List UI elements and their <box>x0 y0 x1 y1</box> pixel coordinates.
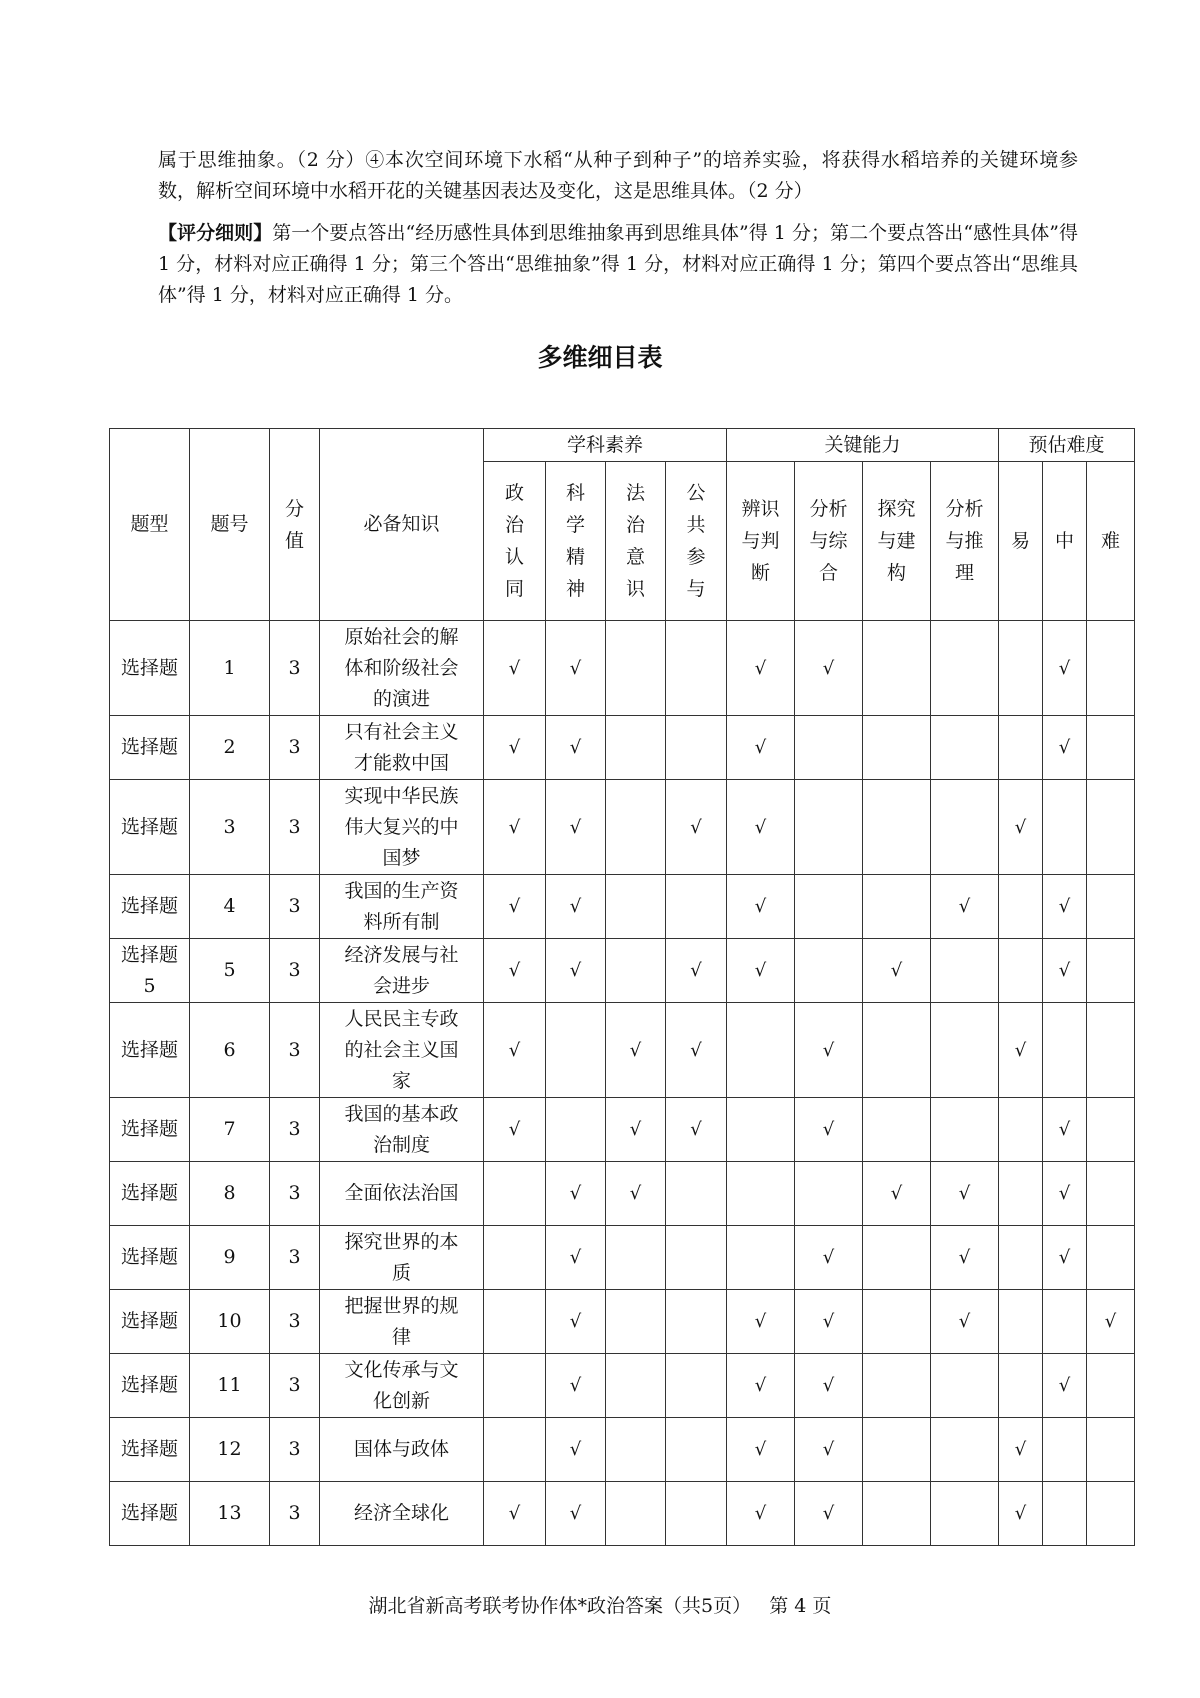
check-mark-icon: √ <box>569 1503 582 1524</box>
cell-mark <box>931 780 999 875</box>
table-row <box>110 875 1135 939</box>
cell-mark <box>546 939 606 1003</box>
cell-mark <box>795 1003 863 1098</box>
cell-type: 选择题 <box>110 1226 190 1290</box>
check-mark-icon: √ <box>822 657 835 679</box>
check-mark-icon: √ <box>508 657 521 679</box>
table-body <box>110 621 1135 1546</box>
cell-mark <box>727 1003 795 1098</box>
cell-mark <box>546 1482 606 1546</box>
cell-type: 选择题 <box>110 1418 190 1482</box>
cell-knowledge: 只有社会主义才能救中国 <box>320 716 484 780</box>
cell-mark <box>863 1098 931 1162</box>
table-row <box>110 1226 1135 1290</box>
check-mark-icon: √ <box>1058 1183 1071 1204</box>
cell-mark <box>1087 1003 1135 1098</box>
check-mark-icon: √ <box>1058 960 1071 981</box>
check-mark-icon: √ <box>569 1439 582 1460</box>
cell-mark <box>606 1290 666 1354</box>
table-row <box>110 716 1135 780</box>
cell-score: 3 <box>270 1418 320 1482</box>
cell-mark <box>795 1354 863 1418</box>
cell-mark <box>546 1226 606 1290</box>
cell-mark <box>863 621 931 716</box>
cell-mark <box>546 1098 606 1162</box>
check-mark-icon: √ <box>754 657 767 679</box>
cell-mark <box>999 621 1043 716</box>
check-mark-icon: √ <box>754 1439 767 1460</box>
check-mark-icon: √ <box>1058 1375 1071 1396</box>
cell-mark <box>727 716 795 780</box>
cell-mark <box>863 1482 931 1546</box>
cell-mark <box>727 1098 795 1162</box>
cell-mark <box>795 1418 863 1482</box>
header-number: 题号 <box>190 429 270 621</box>
cell-mark <box>931 716 999 780</box>
cell-mark <box>484 1226 546 1290</box>
check-mark-icon: √ <box>569 657 582 679</box>
page-footer <box>0 1591 1200 1618</box>
cell-mark <box>484 780 546 875</box>
cell-knowledge: 经济全球化 <box>320 1482 484 1546</box>
cell-type: 选择题 <box>110 1003 190 1098</box>
check-mark-icon: √ <box>890 1183 903 1204</box>
cell-mark <box>795 1482 863 1546</box>
cell-mark <box>931 1418 999 1482</box>
cell-mark <box>484 1354 546 1418</box>
header-group-ability: 关键能力 <box>727 429 999 462</box>
check-mark-icon: √ <box>890 960 903 981</box>
cell-knowledge: 全面依法治国 <box>320 1162 484 1226</box>
table-row <box>110 1162 1135 1226</box>
cell-number: 13 <box>190 1482 270 1546</box>
cell-knowledge: 原始社会的解体和阶级社会的演进 <box>320 621 484 716</box>
cell-score: 3 <box>270 1003 320 1098</box>
header-difficulty: 难 <box>1087 462 1135 621</box>
cell-mark <box>666 1162 727 1226</box>
cell-mark <box>727 1418 795 1482</box>
cell-mark <box>999 1290 1043 1354</box>
cell-mark <box>546 621 606 716</box>
cell-score: 3 <box>270 1162 320 1226</box>
check-mark-icon: √ <box>690 1039 702 1061</box>
detail-table <box>109 428 1135 1546</box>
cell-mark <box>863 716 931 780</box>
check-mark-icon: √ <box>508 896 521 917</box>
intro-paragraph: 属于思维抽象。（2 分）④本次空间环境下水稻“从种子到种子”的培养实验，将获得水稻培养的关键环境参数，解析空间环境中水稻开花的关键基因表达及变化，这是思维具体。（2 分） <box>158 149 1078 202</box>
cell-type: 选择题 <box>110 1162 190 1226</box>
cell-mark <box>727 780 795 875</box>
check-mark-icon: √ <box>508 1503 521 1524</box>
cell-mark <box>484 1162 546 1226</box>
check-mark-icon: √ <box>754 896 767 917</box>
check-mark-icon: √ <box>1058 896 1071 917</box>
cell-mark <box>666 1482 727 1546</box>
cell-number: 7 <box>190 1098 270 1162</box>
check-mark-icon: √ <box>822 1439 835 1460</box>
cell-type: 选择题 <box>110 875 190 939</box>
cell-mark <box>1087 1482 1135 1546</box>
cell-mark <box>863 780 931 875</box>
cell-mark <box>1043 939 1087 1003</box>
check-mark-icon: √ <box>754 816 767 838</box>
header-score: 分值 <box>270 429 320 621</box>
cell-mark <box>606 1482 666 1546</box>
cell-mark <box>999 1098 1043 1162</box>
cell-mark <box>1087 780 1135 875</box>
table-row <box>110 1098 1135 1162</box>
cell-type: 选择题 <box>110 1354 190 1418</box>
check-mark-icon: √ <box>1058 657 1071 679</box>
cell-mark <box>546 875 606 939</box>
cell-mark <box>931 1098 999 1162</box>
check-mark-icon: √ <box>958 1183 971 1204</box>
cell-mark <box>999 1003 1043 1098</box>
footer-page: 第 4 页 <box>769 1595 832 1617</box>
cell-mark <box>931 1482 999 1546</box>
header-ability: 分析与推理 <box>931 462 999 621</box>
cell-mark <box>1087 621 1135 716</box>
cell-mark <box>606 780 666 875</box>
header-literacy: 公共参与 <box>666 462 727 621</box>
check-mark-icon: √ <box>822 1039 835 1061</box>
table-row <box>110 1290 1135 1354</box>
header-type: 题型 <box>110 429 190 621</box>
cell-mark <box>795 1290 863 1354</box>
cell-mark <box>795 875 863 939</box>
cell-mark <box>606 939 666 1003</box>
cell-mark <box>1043 621 1087 716</box>
check-mark-icon: √ <box>1014 1503 1027 1524</box>
header-literacy: 法治意识 <box>606 462 666 621</box>
check-mark-icon: √ <box>1058 1247 1071 1268</box>
header-difficulty: 易 <box>999 462 1043 621</box>
footer-text: 湖北省新高考联考协作体*政治答案（共5页） <box>368 1595 752 1617</box>
check-mark-icon: √ <box>754 1311 767 1332</box>
cell-mark <box>727 1162 795 1226</box>
header-ability: 探究与建构 <box>863 462 931 621</box>
check-mark-icon: √ <box>508 816 521 838</box>
cell-number: 10 <box>190 1290 270 1354</box>
cell-mark <box>606 1162 666 1226</box>
cell-mark <box>666 939 727 1003</box>
cell-mark <box>546 1003 606 1098</box>
cell-mark <box>999 716 1043 780</box>
table-row <box>110 1354 1135 1418</box>
cell-mark <box>1087 1290 1135 1354</box>
cell-mark <box>795 1098 863 1162</box>
check-mark-icon: √ <box>754 737 767 758</box>
cell-mark <box>863 875 931 939</box>
cell-mark <box>1087 1162 1135 1226</box>
cell-mark <box>546 1162 606 1226</box>
cell-mark <box>863 1418 931 1482</box>
cell-mark <box>795 621 863 716</box>
cell-mark <box>863 939 931 1003</box>
table-row <box>110 1482 1135 1546</box>
check-mark-icon: √ <box>569 1375 582 1396</box>
cell-score: 3 <box>270 1482 320 1546</box>
cell-mark <box>1087 1226 1135 1290</box>
cell-mark <box>606 716 666 780</box>
cell-knowledge: 实现中华民族伟大复兴的中国梦 <box>320 780 484 875</box>
cell-type: 选择题 <box>110 1482 190 1546</box>
cell-mark <box>484 716 546 780</box>
header-knowledge: 必备知识 <box>320 429 484 621</box>
cell-mark <box>484 875 546 939</box>
cell-knowledge: 经济发展与社会进步 <box>320 939 484 1003</box>
cell-mark <box>999 1482 1043 1546</box>
cell-knowledge: 国体与政体 <box>320 1418 484 1482</box>
check-mark-icon: √ <box>958 1247 971 1268</box>
cell-mark <box>931 1290 999 1354</box>
check-mark-icon: √ <box>958 1311 971 1332</box>
cell-number: 12 <box>190 1418 270 1482</box>
cell-score: 3 <box>270 1226 320 1290</box>
check-mark-icon: √ <box>569 1311 582 1332</box>
table-row <box>110 780 1135 875</box>
check-mark-icon: √ <box>508 960 521 981</box>
cell-score: 3 <box>270 780 320 875</box>
cell-mark <box>795 780 863 875</box>
check-mark-icon: √ <box>1014 816 1027 838</box>
scoring-rules-label: 【评分细则】 <box>158 222 273 244</box>
cell-knowledge: 文化传承与文化创新 <box>320 1354 484 1418</box>
cell-knowledge: 我国的生产资料所有制 <box>320 875 484 939</box>
check-mark-icon: √ <box>569 896 582 917</box>
cell-mark <box>999 939 1043 1003</box>
cell-mark <box>863 1226 931 1290</box>
cell-mark <box>546 1354 606 1418</box>
check-mark-icon: √ <box>822 1503 835 1524</box>
cell-mark <box>666 875 727 939</box>
cell-type: 选择题 <box>110 621 190 716</box>
scoring-rules-text: 第一个要点答出“经历感性具体到思维抽象再到思维具体”得 1 分；第二个要点答出“感性具体”得 1 分，材料对应正确得 1 分；第三个答出“思维抽象”得 1 分，材料对应正确得 1 分；第四个要点答出“思维具体”得 1 分，材料对应正确得 1 分。 <box>158 222 1078 306</box>
cell-mark <box>727 1290 795 1354</box>
cell-mark <box>666 1418 727 1482</box>
check-mark-icon: √ <box>754 1503 767 1524</box>
check-mark-icon: √ <box>1014 1039 1027 1061</box>
check-mark-icon: √ <box>690 1119 702 1140</box>
cell-mark <box>727 1226 795 1290</box>
cell-mark <box>546 716 606 780</box>
cell-mark <box>999 780 1043 875</box>
check-mark-icon: √ <box>629 1183 642 1204</box>
cell-mark <box>666 1290 727 1354</box>
header-group-difficulty: 预估难度 <box>999 429 1135 462</box>
cell-mark <box>863 1003 931 1098</box>
cell-knowledge: 人民民主专政的社会主义国家 <box>320 1003 484 1098</box>
cell-mark <box>727 875 795 939</box>
cell-mark <box>1043 875 1087 939</box>
check-mark-icon: √ <box>508 1039 521 1061</box>
cell-knowledge: 把握世界的规律 <box>320 1290 484 1354</box>
header-group-literacy: 学科素养 <box>484 429 727 462</box>
cell-type: 选择题 <box>110 716 190 780</box>
cell-mark <box>999 1162 1043 1226</box>
cell-mark <box>931 1162 999 1226</box>
cell-mark <box>1043 1003 1087 1098</box>
cell-mark <box>1043 780 1087 875</box>
table-title: 多维细目表 <box>537 343 663 372</box>
cell-mark <box>484 1290 546 1354</box>
cell-mark <box>606 621 666 716</box>
cell-mark <box>931 875 999 939</box>
cell-mark <box>484 1418 546 1482</box>
check-mark-icon: √ <box>569 737 582 758</box>
cell-number: 2 <box>190 716 270 780</box>
cell-number: 3 <box>190 780 270 875</box>
check-mark-icon: √ <box>690 960 702 981</box>
check-mark-icon: √ <box>690 816 702 838</box>
cell-mark <box>1043 1162 1087 1226</box>
check-mark-icon: √ <box>569 816 582 838</box>
cell-knowledge: 我国的基本政治制度 <box>320 1098 484 1162</box>
check-mark-icon: √ <box>569 1183 582 1204</box>
cell-mark <box>931 939 999 1003</box>
cell-mark <box>931 1003 999 1098</box>
cell-type: 选择题5 <box>110 939 190 1003</box>
check-mark-icon: √ <box>1058 737 1071 758</box>
cell-mark <box>1043 716 1087 780</box>
check-mark-icon: √ <box>958 896 971 917</box>
cell-mark <box>484 939 546 1003</box>
cell-score: 3 <box>270 716 320 780</box>
table-row <box>110 939 1135 1003</box>
cell-mark <box>999 875 1043 939</box>
cell-mark <box>606 875 666 939</box>
cell-mark <box>931 1226 999 1290</box>
cell-mark <box>484 1482 546 1546</box>
cell-mark <box>999 1418 1043 1482</box>
cell-mark <box>1087 716 1135 780</box>
table-row <box>110 621 1135 716</box>
scoring-rules <box>158 218 1078 311</box>
cell-mark <box>999 1354 1043 1418</box>
check-mark-icon: √ <box>1014 1439 1027 1460</box>
cell-mark <box>546 1290 606 1354</box>
cell-mark <box>666 716 727 780</box>
cell-type: 选择题 <box>110 1290 190 1354</box>
cell-number: 6 <box>190 1003 270 1098</box>
cell-mark <box>606 1418 666 1482</box>
table-row <box>110 1003 1135 1098</box>
cell-mark <box>606 1354 666 1418</box>
cell-number: 1 <box>190 621 270 716</box>
check-mark-icon: √ <box>569 960 582 981</box>
cell-number: 5 <box>190 939 270 1003</box>
cell-mark <box>727 1482 795 1546</box>
cell-mark <box>666 1098 727 1162</box>
check-mark-icon: √ <box>1104 1311 1117 1332</box>
cell-mark <box>999 1226 1043 1290</box>
cell-mark <box>606 1003 666 1098</box>
table-row <box>110 1418 1135 1482</box>
cell-mark <box>546 780 606 875</box>
cell-number: 9 <box>190 1226 270 1290</box>
cell-mark <box>1087 1418 1135 1482</box>
check-mark-icon: √ <box>822 1119 835 1140</box>
cell-mark <box>795 716 863 780</box>
check-mark-icon: √ <box>629 1119 642 1140</box>
table-header <box>110 429 1135 621</box>
cell-score: 3 <box>270 1290 320 1354</box>
header-difficulty: 中 <box>1043 462 1087 621</box>
cell-mark <box>666 1226 727 1290</box>
cell-mark <box>1043 1482 1087 1546</box>
cell-mark <box>795 939 863 1003</box>
cell-mark <box>484 1098 546 1162</box>
cell-mark <box>606 1098 666 1162</box>
cell-mark <box>931 621 999 716</box>
cell-type: 选择题 <box>110 780 190 875</box>
check-mark-icon: √ <box>569 1247 582 1268</box>
cell-mark <box>484 1003 546 1098</box>
cell-mark <box>1087 1098 1135 1162</box>
header-literacy: 科学精神 <box>546 462 606 621</box>
cell-mark <box>727 621 795 716</box>
cell-mark <box>546 1418 606 1482</box>
check-mark-icon: √ <box>822 1375 835 1396</box>
cell-mark <box>727 939 795 1003</box>
cell-mark <box>863 1290 931 1354</box>
cell-mark <box>666 1003 727 1098</box>
cell-mark <box>484 621 546 716</box>
cell-mark <box>666 1354 727 1418</box>
check-mark-icon: √ <box>754 1375 767 1396</box>
cell-mark <box>1043 1354 1087 1418</box>
cell-number: 4 <box>190 875 270 939</box>
cell-mark <box>931 1354 999 1418</box>
cell-number: 8 <box>190 1162 270 1226</box>
cell-mark <box>1043 1226 1087 1290</box>
cell-mark <box>727 1354 795 1418</box>
cell-mark <box>1043 1290 1087 1354</box>
check-mark-icon: √ <box>754 960 767 981</box>
cell-mark <box>863 1162 931 1226</box>
check-mark-icon: √ <box>822 1247 835 1268</box>
cell-knowledge: 探究世界的本质 <box>320 1226 484 1290</box>
header-literacy: 政治认同 <box>484 462 546 621</box>
cell-score: 3 <box>270 1098 320 1162</box>
cell-mark <box>863 1354 931 1418</box>
cell-mark <box>666 780 727 875</box>
header-ability: 分析与综合 <box>795 462 863 621</box>
check-mark-icon: √ <box>822 1311 835 1332</box>
check-mark-icon: √ <box>629 1039 642 1061</box>
cell-mark <box>1043 1418 1087 1482</box>
cell-mark <box>1087 875 1135 939</box>
cell-mark <box>606 1226 666 1290</box>
cell-score: 3 <box>270 621 320 716</box>
cell-mark <box>1043 1098 1087 1162</box>
check-mark-icon: √ <box>508 737 521 758</box>
cell-type: 选择题 <box>110 1098 190 1162</box>
cell-mark <box>1087 939 1135 1003</box>
cell-mark <box>666 621 727 716</box>
cell-score: 3 <box>270 1354 320 1418</box>
cell-mark <box>1087 1354 1135 1418</box>
cell-score: 3 <box>270 875 320 939</box>
header-ability: 辨识与判断 <box>727 462 795 621</box>
check-mark-icon: √ <box>508 1119 521 1140</box>
cell-mark <box>795 1226 863 1290</box>
cell-mark <box>795 1162 863 1226</box>
check-mark-icon: √ <box>1058 1119 1071 1140</box>
cell-number: 11 <box>190 1354 270 1418</box>
cell-score: 3 <box>270 939 320 1003</box>
